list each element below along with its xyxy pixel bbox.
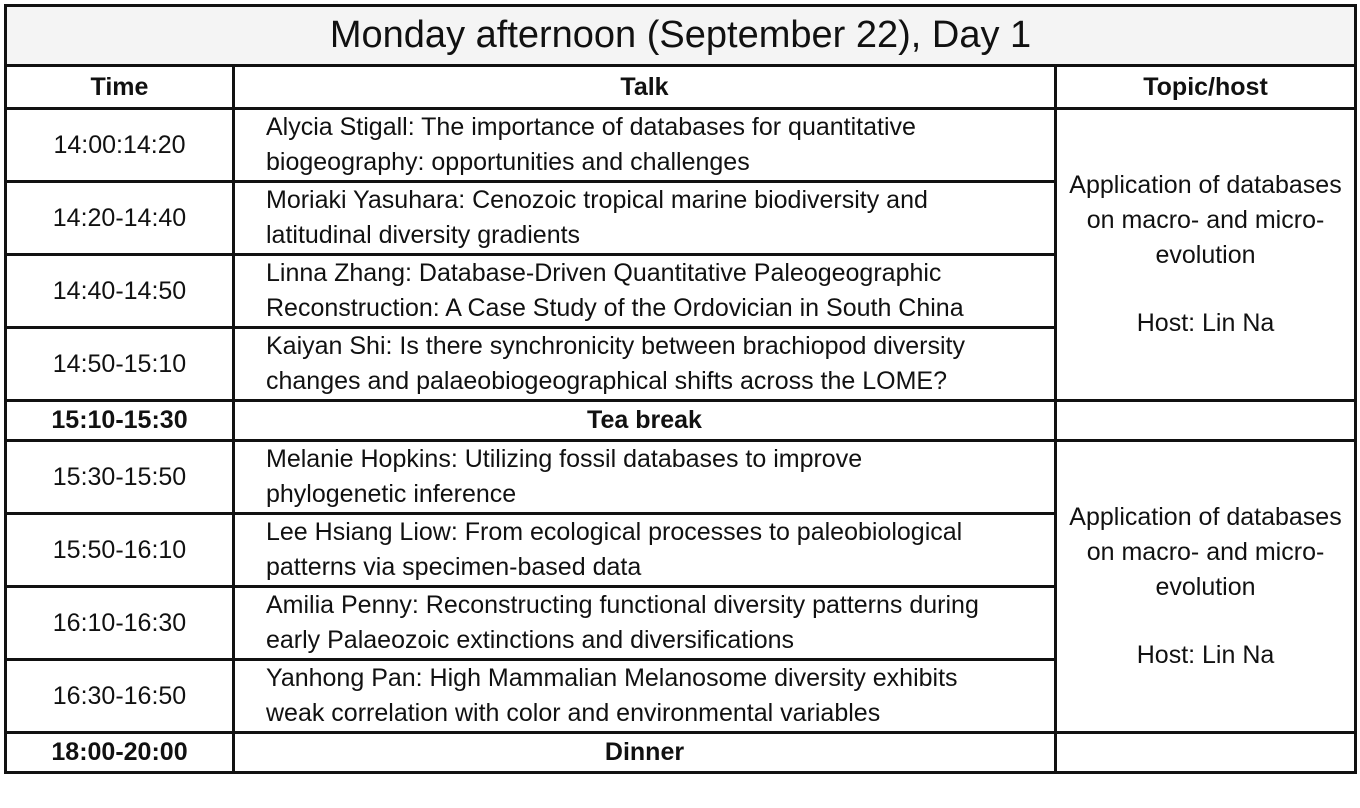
talk-title-line: Melanie Hopkins: Utilizing fossil databases to improve [266,445,863,473]
talk-title-line: changes and palaeobiogeographical shifts across the LOME? [266,367,947,395]
break-time: 15:10-15:30 [6,401,234,441]
dinner-time: 18:00-20:00 [6,733,234,773]
session-host: Host: Lin Na [1136,641,1275,669]
talk-title-line: Reconstruction: A Case Study of the Ordovician in South China [266,294,964,322]
talk-time: 16:10-16:30 [6,587,234,660]
talk-time: 15:50-16:10 [6,514,234,587]
topic-line: Application of databases [1069,171,1342,199]
talk-time: 15:30-15:50 [6,441,234,514]
talk-title [234,660,1056,733]
header-talk: Talk [234,66,1056,109]
talk-title-line: phylogenetic inference [266,480,517,508]
session-topic [1056,109,1356,401]
talk-title-line: weak correlation with color and environmental variables [266,699,881,727]
talk-title-line: Lee Hsiang Liow: From ecological processes to paleobiological [266,518,963,546]
talk-title [234,514,1056,587]
topic-line: evolution [1155,241,1256,269]
talk-title [234,441,1056,514]
talk-title-line: Moriaki Yasuhara: Cenozoic tropical marine biodiversity and [266,186,928,214]
topic-line: Application of databases [1069,503,1342,531]
topic-line: on macro- and micro- [1086,206,1325,234]
talk-title-line: early Palaeozoic extinctions and diversifications [266,626,795,654]
talk-title [234,182,1056,255]
dinner-label: Dinner [234,733,1056,773]
talk-time: 14:50-15:10 [6,328,234,401]
tea-break-row [6,401,1356,441]
topic-line: on macro- and micro- [1086,538,1325,566]
header-topic: Topic/host [1056,66,1356,109]
talk-row [6,109,1356,182]
topic-line: evolution [1155,573,1256,601]
talk-title-line: Amilia Penny: Reconstructing functional diversity patterns during [266,591,979,619]
session-topic [1056,441,1356,733]
schedule-title: Monday afternoon (September 22), Day 1 [6,6,1356,66]
talk-time: 14:20-14:40 [6,182,234,255]
talk-title-line: latitudinal diversity gradients [266,221,581,249]
talk-title-line: Kaiyan Shi: Is there synchronicity between brachiopod diversity [266,332,965,360]
break-label: Tea break [234,401,1056,441]
talk-title-line: Linna Zhang: Database-Driven Quantitative Paleogeographic [266,259,942,287]
talk-time: 14:40-14:50 [6,255,234,328]
talk-title [234,328,1056,401]
talk-title-line: Yanhong Pan: High Mammalian Melanosome diversity exhibits [266,664,958,692]
schedule-table [4,4,1357,774]
talk-title [234,255,1056,328]
talk-time: 16:30-16:50 [6,660,234,733]
empty-topic-cell [1056,401,1356,441]
talk-title [234,587,1056,660]
header-time: Time [6,66,234,109]
talk-title-line: Alycia Stigall: The importance of databases for quantitative [266,113,916,141]
talk-row [6,441,1356,514]
session-host: Host: Lin Na [1136,309,1275,337]
empty-topic-cell [1056,733,1356,773]
dinner-row [6,733,1356,773]
talk-time: 14:00:14:20 [6,109,234,182]
talk-title [234,109,1056,182]
talk-title-line: patterns via specimen-based data [266,553,642,581]
talk-title-line: biogeography: opportunities and challenges [266,148,750,176]
